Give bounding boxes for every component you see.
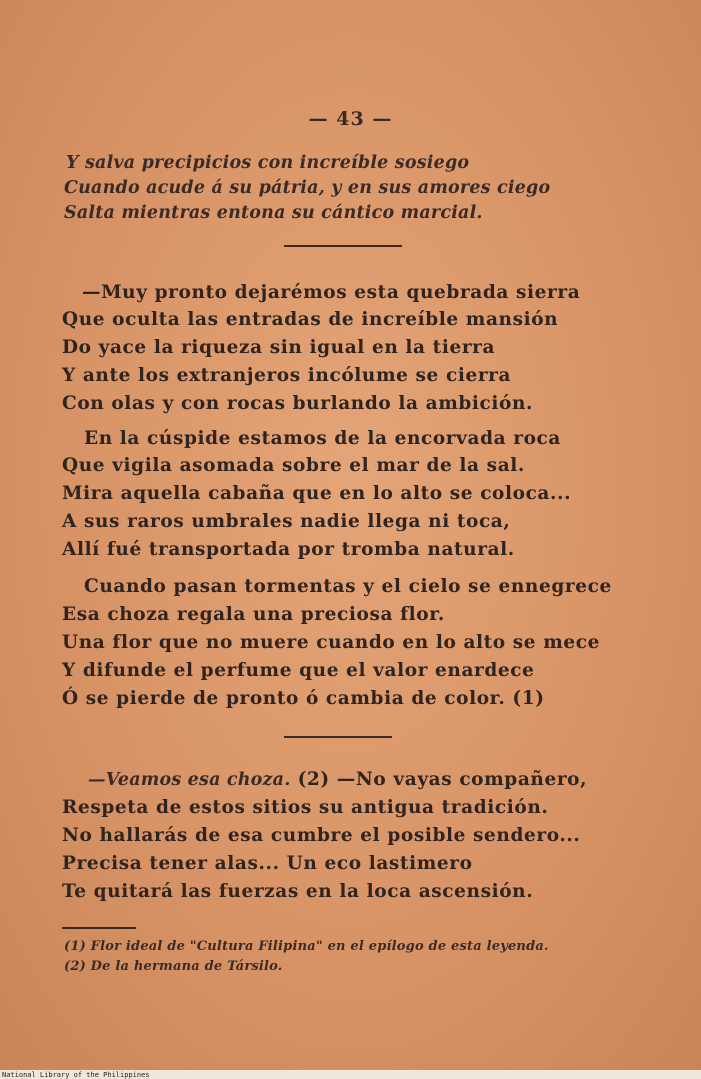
footnote-divider: [62, 927, 136, 929]
verse-line: Ó se pierde de pronto ó cambia de color. (1): [62, 688, 545, 709]
page-number: — 43 —: [308, 108, 393, 130]
verse-line: En la cúspide estamos de la encorvada roca: [84, 428, 561, 449]
verse-line: Cuando acude á su pátria, y en sus amores ciego: [64, 178, 551, 198]
verse-line: Con olas y con rocas burlando la ambición.: [62, 393, 534, 414]
verse-line: Respeta de estos sitios su antigua tradición.: [62, 797, 549, 818]
verse-line: Mira aquella cabaña que en lo alto se coloca...: [62, 483, 572, 504]
verse-line: Y salva precipicios con increíble sosiego: [66, 153, 470, 173]
verse-line: Que oculta las entradas de increíble mansión: [62, 309, 559, 330]
verse-line: A sus raros umbrales nadie llega ni toca,: [62, 511, 511, 532]
verse-line: —Muy pronto dejarémos esta quebrada sierra: [82, 282, 581, 303]
footnote: (1) Flor ideal de "Cultura Filipina" en el epílogo de esta leyenda.: [64, 939, 549, 954]
archive-credit: National Library of the Philippines: [2, 1071, 150, 1079]
verse-line: Salta mientras entona su cántico marcial.: [64, 203, 483, 223]
section-divider: [284, 736, 392, 738]
verse-line: Te quitará las fuerzas en la loca ascensión.: [62, 881, 534, 902]
verse-line: [88, 769, 587, 790]
verse-line: Allí fué transportada por tromba natural.: [62, 539, 515, 560]
footnote: (2) De la hermana de Társilo.: [64, 959, 283, 974]
verse-line: Una flor que no muere cuando en lo alto se mece: [62, 632, 600, 653]
section-divider: [284, 245, 402, 247]
verse-line: Que vigila asomada sobre el mar de la sal.: [62, 455, 525, 476]
verse-line: Cuando pasan tormentas y el cielo se ennegrece: [84, 576, 612, 597]
verse-italic-fragment: —Veamos esa choza.: [88, 770, 291, 790]
verse-line: Esa choza regala una preciosa flor.: [62, 604, 445, 625]
verse-fragment: (2) —No vayas compañero,: [297, 769, 588, 790]
verse-line: Y difunde el perfume que el valor enardece: [62, 660, 535, 681]
verse-line: Y ante los extranjeros incólume se cierra: [62, 365, 512, 386]
verse-line: Do yace la riqueza sin igual en la tierra: [62, 337, 496, 358]
verse-line: No hallarás de esa cumbre el posible sendero...: [62, 825, 581, 846]
verse-line: Precisa tener alas... Un eco lastimero: [62, 853, 473, 874]
